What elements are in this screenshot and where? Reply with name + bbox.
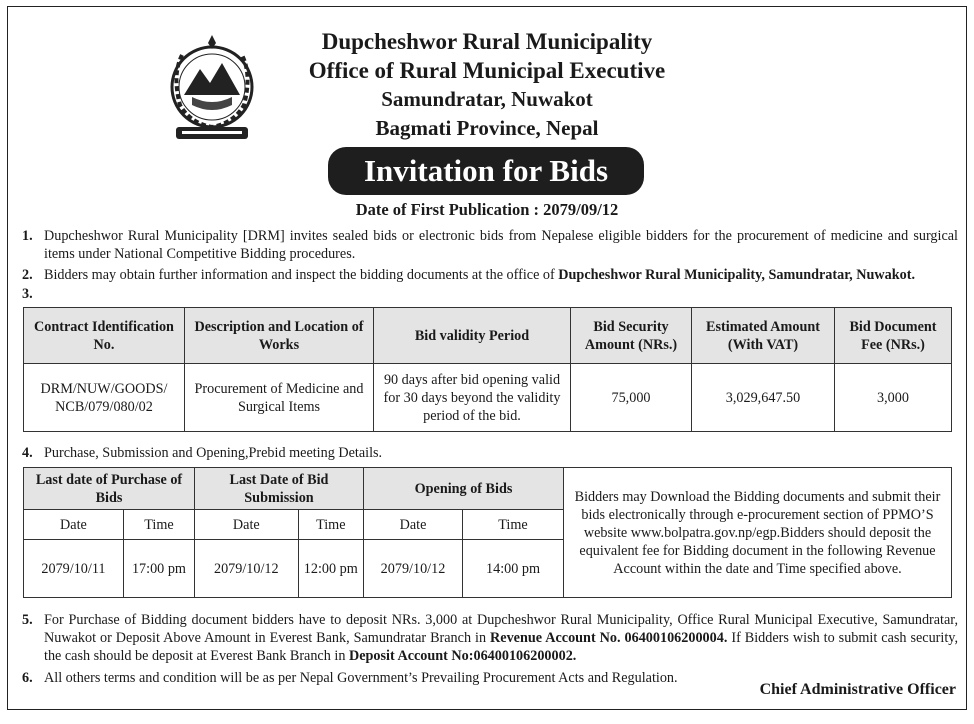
header-contract-id: Contract Identification No. — [24, 308, 185, 364]
deposit-account: Deposit Account No:06400106200002. — [348, 648, 577, 664]
date-label: Date — [195, 510, 299, 540]
submission-time: 12:00 pm — [298, 540, 363, 598]
point-text-bold: Dupcheshwor Rural Municipality, Samundratar, Nuwakot. — [558, 267, 916, 283]
notice-title-banner: Invitation for Bids — [328, 147, 644, 195]
purchase-time: 17:00 pm — [123, 540, 194, 598]
estimated-amount: 3,029,647.50 — [692, 364, 835, 432]
point-number: 2. — [22, 267, 33, 283]
bid-security-amount: 75,000 — [571, 364, 692, 432]
header-validity: Bid validity Period — [374, 308, 571, 364]
header-opening: Opening of Bids — [364, 468, 564, 510]
date-label: Date — [24, 510, 124, 540]
point-text-normal: Bidders may obtain further information and inspect the bidding documents at the office of — [44, 267, 559, 283]
province: Bagmati Province, Nepal — [375, 116, 599, 140]
submission-date: 2079/10/12 — [195, 540, 299, 598]
header-estimated-amount: Estimated Amount (With VAT) — [692, 308, 835, 364]
office-location: Samundratar, Nuwakot — [381, 87, 593, 111]
point-5 — [22, 611, 958, 665]
purchase-date: 2079/10/11 — [24, 540, 124, 598]
date-label: Date — [364, 510, 463, 540]
point-1 — [22, 227, 958, 263]
publication-date — [8, 201, 966, 219]
point-text-normal: For Purchase of Bidding document bidders have to deposit NRs. 3,000 at Dupcheshwor Rural Municipality, Office Rural Municipal Executive, Samundratar, Nuwakot or Deposit Above Amount in Everest Bank, Samundratar Branch in — [44, 612, 958, 646]
point-2 — [22, 266, 958, 284]
point-text-normal: If Bidders wish to submit cash security, the cash should be deposit at Everest Bank Branch in — [44, 630, 958, 664]
office-name: Office of Rural Municipal Executive — [308, 58, 666, 83]
header-bid-security: Bid Security Amount (NRs.) — [571, 308, 692, 364]
header-purchase-deadline: Last date of Purchase of Bids — [24, 468, 195, 510]
point-text: Dupcheshwor Rural Municipality [DRM] invites sealed bids or electronic bids from Nepalese eligible bidders for the procurement of medicine and surgical items under National Competitive Bidding procedures. — [44, 228, 958, 262]
point-text: Purchase, Submission and Opening,Prebid meeting Details. — [44, 445, 383, 461]
point-number: 5. — [22, 612, 33, 628]
revenue-account: Revenue Account No. 06400106200004. — [490, 630, 728, 646]
header-description: Description and Location of Works — [185, 308, 374, 364]
point-text — [44, 611, 958, 665]
schedule-table — [23, 467, 952, 598]
opening-date: 2079/10/12 — [364, 540, 463, 598]
publication-date-label: Date of First Publication : — [355, 200, 539, 219]
point-number: 6. — [22, 670, 33, 686]
table-row — [24, 364, 952, 432]
download-info: Bidders may Download the Bidding documents and submit their bids electronically through e-procurement section of PPMO’S website www.bolpatra.gov.np/egp.Bidders should deposit the equivalent fee for Bidding document in the following Revenue Account within the date and Time specified above. — [564, 468, 952, 598]
bid-notice-page — [7, 6, 967, 710]
header-submission-deadline: Last Date of Bid Submission — [195, 468, 364, 510]
document-fee: 3,000 — [835, 364, 952, 432]
time-label: Time — [123, 510, 194, 540]
office-header — [8, 27, 966, 143]
contract-id: DRM/NUW/GOODS/ NCB/079/080/02 — [24, 364, 185, 432]
point-text — [44, 266, 958, 284]
signatory-title: Chief Administrative Officer — [759, 681, 956, 698]
opening-time: 14:00 pm — [463, 540, 564, 598]
point-number: 4. — [22, 445, 33, 461]
point-4 — [22, 444, 958, 462]
contract-table — [23, 307, 952, 432]
publication-date-value: 2079/09/12 — [543, 200, 619, 219]
municipality-name: Dupcheshwor Rural Municipality — [321, 29, 653, 54]
point-text: All others terms and condition will be as per Nepal Government’s Prevailing Procurement Acts and Regulation. — [44, 670, 678, 686]
point-number: 1. — [22, 228, 33, 244]
validity-period: 90 days after bid opening valid for 30 days beyond the validity period of the bid. — [374, 364, 571, 432]
time-label: Time — [298, 510, 363, 540]
work-description: Procurement of Medicine and Surgical Items — [185, 364, 374, 432]
point-number: 3. — [22, 286, 33, 302]
header-document-fee: Bid Document Fee (NRs.) — [835, 308, 952, 364]
time-label: Time — [463, 510, 564, 540]
